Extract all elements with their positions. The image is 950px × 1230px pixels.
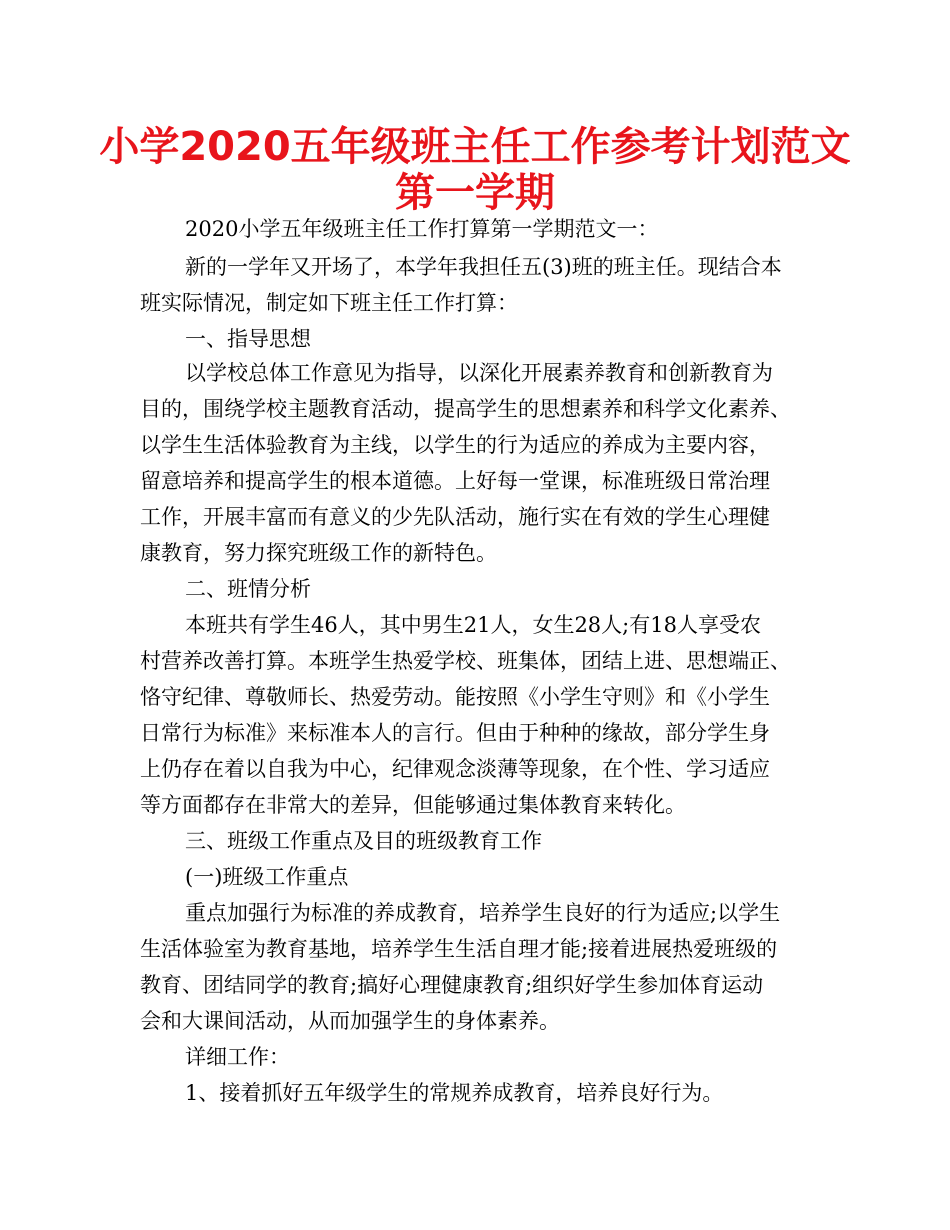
section-heading: 一、指导思想 [185, 327, 311, 351]
subsection-heading: (一)班级工作重点 [185, 865, 349, 889]
list-item: 1、接着抓好五年级学生的常规养成教育，培养良好行为。 [185, 1081, 724, 1105]
paragraph-line: 村营养改善打算。本班学生热爱学校、班集体，团结上进、思想端正、 [140, 649, 791, 673]
section-heading: 三、班级工作重点及目的班级教育工作 [185, 829, 542, 853]
paragraph-line: 工作，开展丰富而有意义的少先队活动，施行实在有效的学生心理健 [140, 505, 770, 529]
paragraph-line: 恪守纪律、尊敬师长、热爱劳动。能按照《小学生守则》和《小学生 [140, 685, 770, 709]
section-heading: 二、班情分析 [185, 577, 311, 601]
paragraph-line: 日常行为标准》来标准本人的言行。但由于种种的缘故，部分学生身 [140, 721, 770, 745]
paragraph-line: 会和大课间活动，从而加强学生的身体素养。 [140, 1009, 560, 1033]
document-title-line-2: 第一学期 [395, 170, 555, 216]
paragraph-line: 康教育，努力探究班级工作的新特色。 [140, 541, 497, 565]
paragraph-line: 以学生生活体验教育为主线，以学生的行为适应的养成为主要内容， [140, 433, 770, 457]
paragraph-line: 班实际情况，制定如下班主任工作打算： [140, 291, 518, 315]
paragraph-line: 目的，围绕学校主题教育活动，提高学生的思想素养和科学文化素养、 [140, 397, 791, 421]
paragraph-line: 本班共有学生46人，其中男生21人，女生28人;有18人享受农 [185, 613, 761, 637]
paragraph-line: 等方面都存在非常大的差异，但能够通过集体教育来转化。 [140, 793, 686, 817]
document-title-line-1: 小学2020五年级班主任工作参考计划范文 [99, 124, 851, 170]
paragraph-line: 新的一学年又开场了，本学年我担任五(3)班的班主任。现结合本 [185, 255, 782, 279]
paragraph-line: 重点加强行为标准的养成教育，培养学生良好的行为适应;以学生 [185, 901, 781, 925]
paragraph-line: 教育、团结同学的教育;搞好心理健康教育;组织好学生参加体育运动 [140, 973, 764, 997]
paragraph-line: 上仍存在着以自我为中心，纪律观念淡薄等现象，在个性、学习适应 [140, 757, 770, 781]
paragraph-line: 生活体验室为教育基地，培养学生生活自理才能;接着进展热爱班级的 [140, 937, 778, 961]
subsection-label: 详细工作： [185, 1045, 290, 1069]
intro-line: 2020小学五年级班主任工作打算第一学期范文一： [185, 217, 659, 241]
paragraph-line: 以学校总体工作意见为指导，以深化开展素养教育和创新教育为 [185, 361, 773, 385]
paragraph-line: 留意培养和提高学生的根本道德。上好每一堂课，标准班级日常治理 [140, 469, 770, 493]
